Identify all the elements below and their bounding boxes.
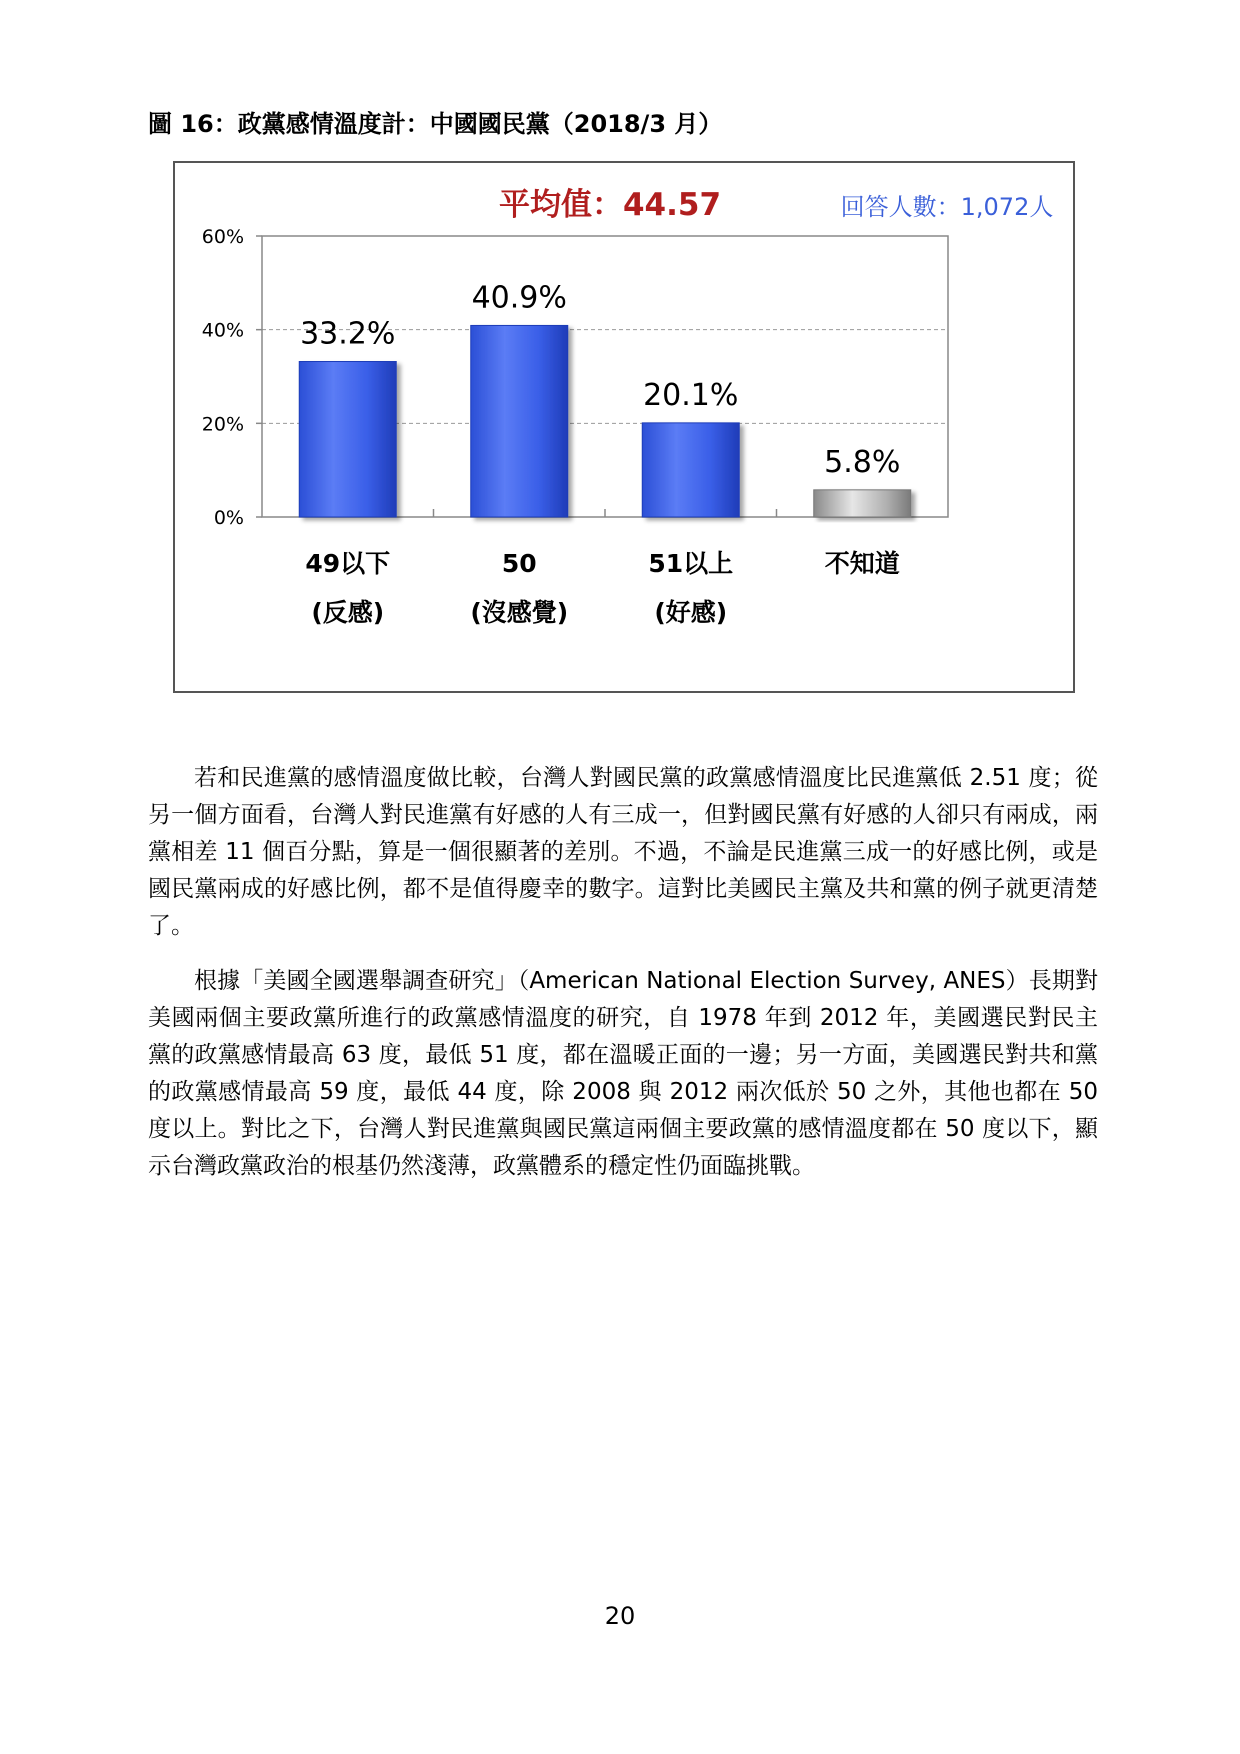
paragraph-1: 若和民進黨的感情溫度做比較，台灣人對國民黨的政黨感情溫度比民進黨低 2.51 度；從另一個方面看，台灣人對民進黨有好感的人有三成一，但對國民黨有好感的人卻只有兩成，兩黨相差 11 個百分點，算是一個很顯著的差別。不過，不論是民進黨三成一的好感比例，或是國民黨兩成的好感比例，都不是值得慶幸的數字。這對比美國民主黨及共和黨的例子就更清楚了。 [148, 765, 1098, 939]
bar [642, 423, 739, 517]
bar-value-label: 40.9% [471, 280, 567, 316]
bar [814, 490, 911, 517]
category-label: 50 [501, 549, 537, 578]
bar [471, 325, 568, 517]
y-tick-label: 20% [201, 413, 244, 436]
y-tick-label: 0% [213, 507, 244, 529]
chart-container [173, 161, 1075, 693]
body-text [148, 760, 1098, 1203]
respondents-annotation: 回答人數：1,072人 [840, 193, 1054, 221]
category-label: 49以下 [305, 549, 391, 578]
y-tick-label: 40% [201, 319, 244, 342]
y-tick-label: 60% [201, 226, 244, 248]
bar-chart [175, 163, 1073, 691]
category-label: 不知道 [824, 549, 900, 578]
bar-value-label: 20.1% [643, 377, 739, 413]
category-sublabel: (沒感覺) [470, 598, 569, 627]
page-number: 20 [604, 1602, 636, 1630]
bar [299, 362, 396, 517]
category-sublabel: (好感) [654, 598, 728, 627]
mean-annotation: 平均值：44.57 [498, 187, 722, 223]
figure-title: 圖 16：政黨感情溫度計：中國國民黨（2018/3 月） [148, 110, 723, 138]
bar-value-label: 5.8% [824, 444, 901, 480]
paragraph-2: 根據「美國全國選舉調查研究」（American National Election Survey, ANES）長期對美國兩個主要政黨所進行的政黨感情溫度的研究，自 1978 年到 2012 年，美國選民對民主黨的政黨感情最高 63 度，最低 51 度，都在溫暖正面的一邊；另一方面，美國選民對共和黨的政黨感情最高 59 度，最低 44 度，除 2008 與 2012 兩次低於 50 之外，其他也都在 50 度以上。對比之下，台灣人對民進黨與國民黨這兩個主要政黨的感情溫度都在 50 度以下，顯示台灣政黨政治的根基仍然淺薄，政黨體系的穩定性仍面臨挑戰。 [148, 968, 1098, 1179]
category-sublabel: (反感) [311, 598, 385, 627]
bar-value-label: 33.2% [300, 316, 396, 352]
category-label: 51以上 [648, 549, 734, 578]
